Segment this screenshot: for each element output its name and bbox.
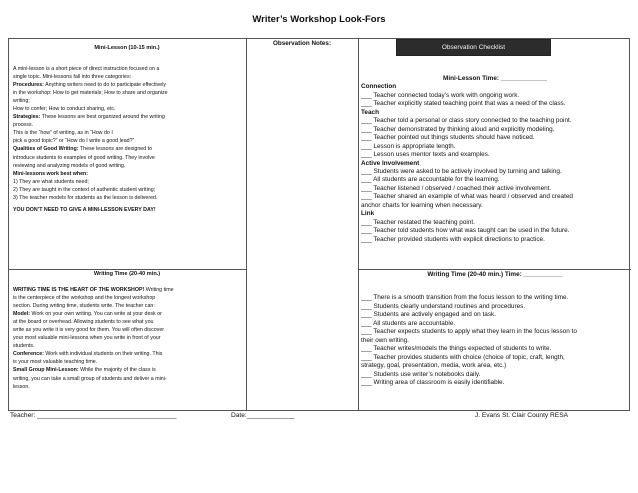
- credit-text: J. Evans St. Clair County RESA: [474, 412, 568, 419]
- mini-lesson-section-heading: Active Involvement: [361, 159, 420, 167]
- writing-time-line: students.: [13, 343, 35, 350]
- mini-lesson-line: introduce students to examples of good writing. They involve: [13, 154, 155, 161]
- mini-lesson-line: 1) They are what students need;: [13, 178, 89, 185]
- writing-time-line: Small Group Mini-Lesson: While the majority of the class is: [13, 367, 156, 374]
- mini-lesson-checklist-item: ___ Lesson uses mentor texts and examples.: [361, 151, 490, 159]
- writing-time-text: [13, 282, 241, 391]
- mini-lesson-section-heading: Link: [361, 210, 375, 218]
- mini-lesson-line: pick a good topic?” or “How do I write a good lead?”: [13, 138, 135, 145]
- writing-time-bold-term: Model:: [13, 311, 31, 318]
- writing-time-checklist-item: ___ Writing area of classroom is easily identifiable.: [361, 378, 505, 386]
- mini-lesson-line: A mini-lesson is a short piece of direct instruction focused on a: [13, 66, 160, 72]
- mini-lesson-bold-term: Mini-lessons work best when:: [13, 170, 89, 177]
- writing-time-checklist-item: ___ Teacher writes/models the things expected of students to write.: [361, 345, 552, 353]
- mini-lesson-checklist-item: ___ All students are accountable for the learning.: [361, 176, 500, 184]
- observation-checklist-banner: Observation Checklist: [396, 39, 551, 56]
- mini-lesson-line: single topic. Mini-lessons fall into three categories:: [13, 74, 132, 81]
- writing-time-line: Model: Work on your own writing. You can write at your desk or: [13, 311, 162, 318]
- mini-lesson-checklist-item: ___ Teacher demonstrated by thinking aloud and explicitly modeling.: [361, 125, 555, 133]
- page-title: Writer’s Workshop Look-Fors: [252, 14, 386, 25]
- writing-time-checklist-header: Writing Time (20-40 min.) Time: ___________: [427, 271, 563, 278]
- writing-time-line: section. During writing time, students write. The teacher can:: [13, 303, 155, 310]
- mini-lesson-checklist-items: [361, 83, 629, 244]
- writing-time-line: lesson.: [13, 383, 30, 390]
- observation-notes-area[interactable]: [247, 53, 357, 409]
- writing-time-checklist-item: ___ Students are actively engaged and on task.: [361, 311, 497, 319]
- mini-lesson-bold-term: Procedures:: [13, 82, 44, 89]
- writing-time-bold-term: WRITING TIME IS THE HEART OF THE WORKSHOP!: [13, 287, 145, 293]
- writing-time-line: is your most valuable teaching time.: [13, 359, 98, 366]
- writing-time-checklist-item: ___ There is a smooth transition from the focus lesson to the writing time.: [361, 294, 569, 302]
- writing-time-checklist-item: ___ Teacher expects students to apply what they learn in the focus lesson to: [361, 328, 577, 336]
- writing-time-line: Conference: Work with individual students on their writing. This: [13, 351, 163, 358]
- writing-time-checklist-items: [361, 294, 629, 387]
- mini-lesson-checklist-item: ___ Teacher pointed out things students should have noticed.: [361, 134, 535, 142]
- mini-lesson-line: [13, 170, 241, 178]
- writing-time-checklist-item: ___ Students clearly understand routines and procedures.: [361, 302, 526, 310]
- mini-lesson-line: in the workshop: How to get materials; How to share and organize: [13, 90, 168, 97]
- writing-time-line: at the board or overhead. Allowing students to see what you: [13, 319, 154, 326]
- mini-lesson-checklist-item: ___ Teacher shared an example of what was heard / observed and created: [361, 193, 573, 201]
- mini-lesson-checklist-item: ___ Teacher explicitly stated teaching point that was a need of the class.: [361, 100, 566, 108]
- mini-lesson-line: reviewing and analyzing models of good writing.: [13, 162, 126, 169]
- mini-lesson-header: Mini-Lesson (10-15 min.): [94, 45, 160, 51]
- mini-lesson-checklist-item: ___ Students were asked to be actively involved by turning and talking.: [361, 167, 562, 175]
- mini-lesson-section-heading: Teach: [361, 108, 379, 116]
- mini-lesson-checklist-item: ___ Lesson is appropriate length.: [361, 142, 456, 150]
- writing-time-line: write as you write it is very good for them. You will often discover: [13, 327, 165, 334]
- writing-time-checklist-item: ___ Students use writer’s notebooks daily.: [361, 370, 481, 378]
- mini-lesson-checklist: [361, 75, 629, 269]
- mini-lesson-bold-term: Strategies:: [13, 114, 41, 121]
- writing-time-line: your most valuable mini-lessons when you write in front of your: [13, 335, 161, 342]
- mini-lesson-checklist-item: ___ Teacher connected today’s work with ongoing work.: [361, 91, 520, 99]
- mini-lesson-text: [13, 61, 241, 214]
- writing-time-checklist-item: strategy, goal, presentation, media, work area, etc.): [361, 362, 507, 370]
- writing-time-checklist-item: ___ Teacher provides students with choice (choice of topic, craft, length,: [361, 353, 565, 361]
- date-field[interactable]: Date:_____________: [231, 412, 295, 419]
- mini-lesson-checklist-header: Mini-Lesson Time: _____________: [443, 75, 547, 82]
- writing-time-header: Writing Time (20-40 min.): [93, 271, 161, 277]
- mini-lesson-checklist-item: ___ Teacher restated the teaching point.: [361, 218, 475, 226]
- mini-lesson-checklist-item: ___ Teacher told a personal or class story connected to the teaching point.: [361, 117, 572, 125]
- mini-lesson-line: Procedures: Anything writers need to do to participate effectively: [13, 82, 167, 89]
- mini-lesson-checklist-item: ___ Teacher listened / observed / coached their active involvement.: [361, 184, 552, 192]
- mini-lesson-section-heading: Connection: [361, 83, 397, 91]
- mini-lesson-line: This is the “how” of writing, as in “How do I: [13, 130, 113, 137]
- writing-time-checklist-item: their own writing.: [361, 336, 409, 344]
- mini-lesson-bold-term: Qualities of Good Writing:: [13, 146, 79, 153]
- mini-lesson-line: 3) The teacher models for students as the lesson is delivered.: [13, 194, 158, 201]
- mini-lesson-line: [13, 206, 241, 214]
- mini-lesson-line: How to confer; How to conduct sharing, etc.: [13, 106, 116, 113]
- mini-lesson-checklist-item: ___ Teacher provided students with explicit directions to practice.: [361, 235, 545, 243]
- mini-lesson-line: Qualities of Good Writing: These lessons are designed to: [13, 146, 153, 153]
- mini-lesson-bold-term: YOU DON’T NEED TO GIVE A MINI-LESSON EVERY DAY!: [13, 206, 156, 213]
- writing-time-line: is the centerpiece of the workshop and the longest workshop: [13, 295, 156, 302]
- column-divider-right: [358, 39, 359, 410]
- mini-lesson-cell: [13, 45, 241, 267]
- look-fors-table: [8, 38, 630, 411]
- row-divider-left: [9, 269, 246, 270]
- observation-notes-header: Observation Notes:: [272, 40, 332, 47]
- writing-time-line: WRITING TIME IS THE HEART OF THE WORKSHOP! Writing time: [13, 287, 174, 293]
- mini-lesson-line: process.: [13, 122, 34, 129]
- row-divider-right: [358, 269, 631, 270]
- mini-lesson-line: writing;: [13, 98, 30, 105]
- mini-lesson-line: 2) They are taught in the context of authentic student writing;: [13, 186, 156, 193]
- writing-time-checklist: [361, 271, 629, 410]
- writing-time-bold-term: Conference:: [13, 351, 44, 358]
- writing-time-line: writing, you can take a small group of students and deliver a mini-: [13, 375, 167, 382]
- mini-lesson-checklist-item: ___ Teacher told students how what was taught can be used in the future.: [361, 227, 570, 235]
- writing-time-cell: [13, 271, 241, 410]
- writing-time-checklist-item: ___ All students are accountable.: [361, 319, 456, 327]
- mini-lesson-checklist-item: anchor charts for learning when necessary.: [361, 201, 483, 209]
- writing-time-bold-term: Small Group Mini-Lesson:: [13, 367, 79, 374]
- mini-lesson-line: Strategies: These lessons are best organized around the writing: [13, 114, 165, 121]
- teacher-field[interactable]: Teacher: ______________________________________: [10, 412, 177, 419]
